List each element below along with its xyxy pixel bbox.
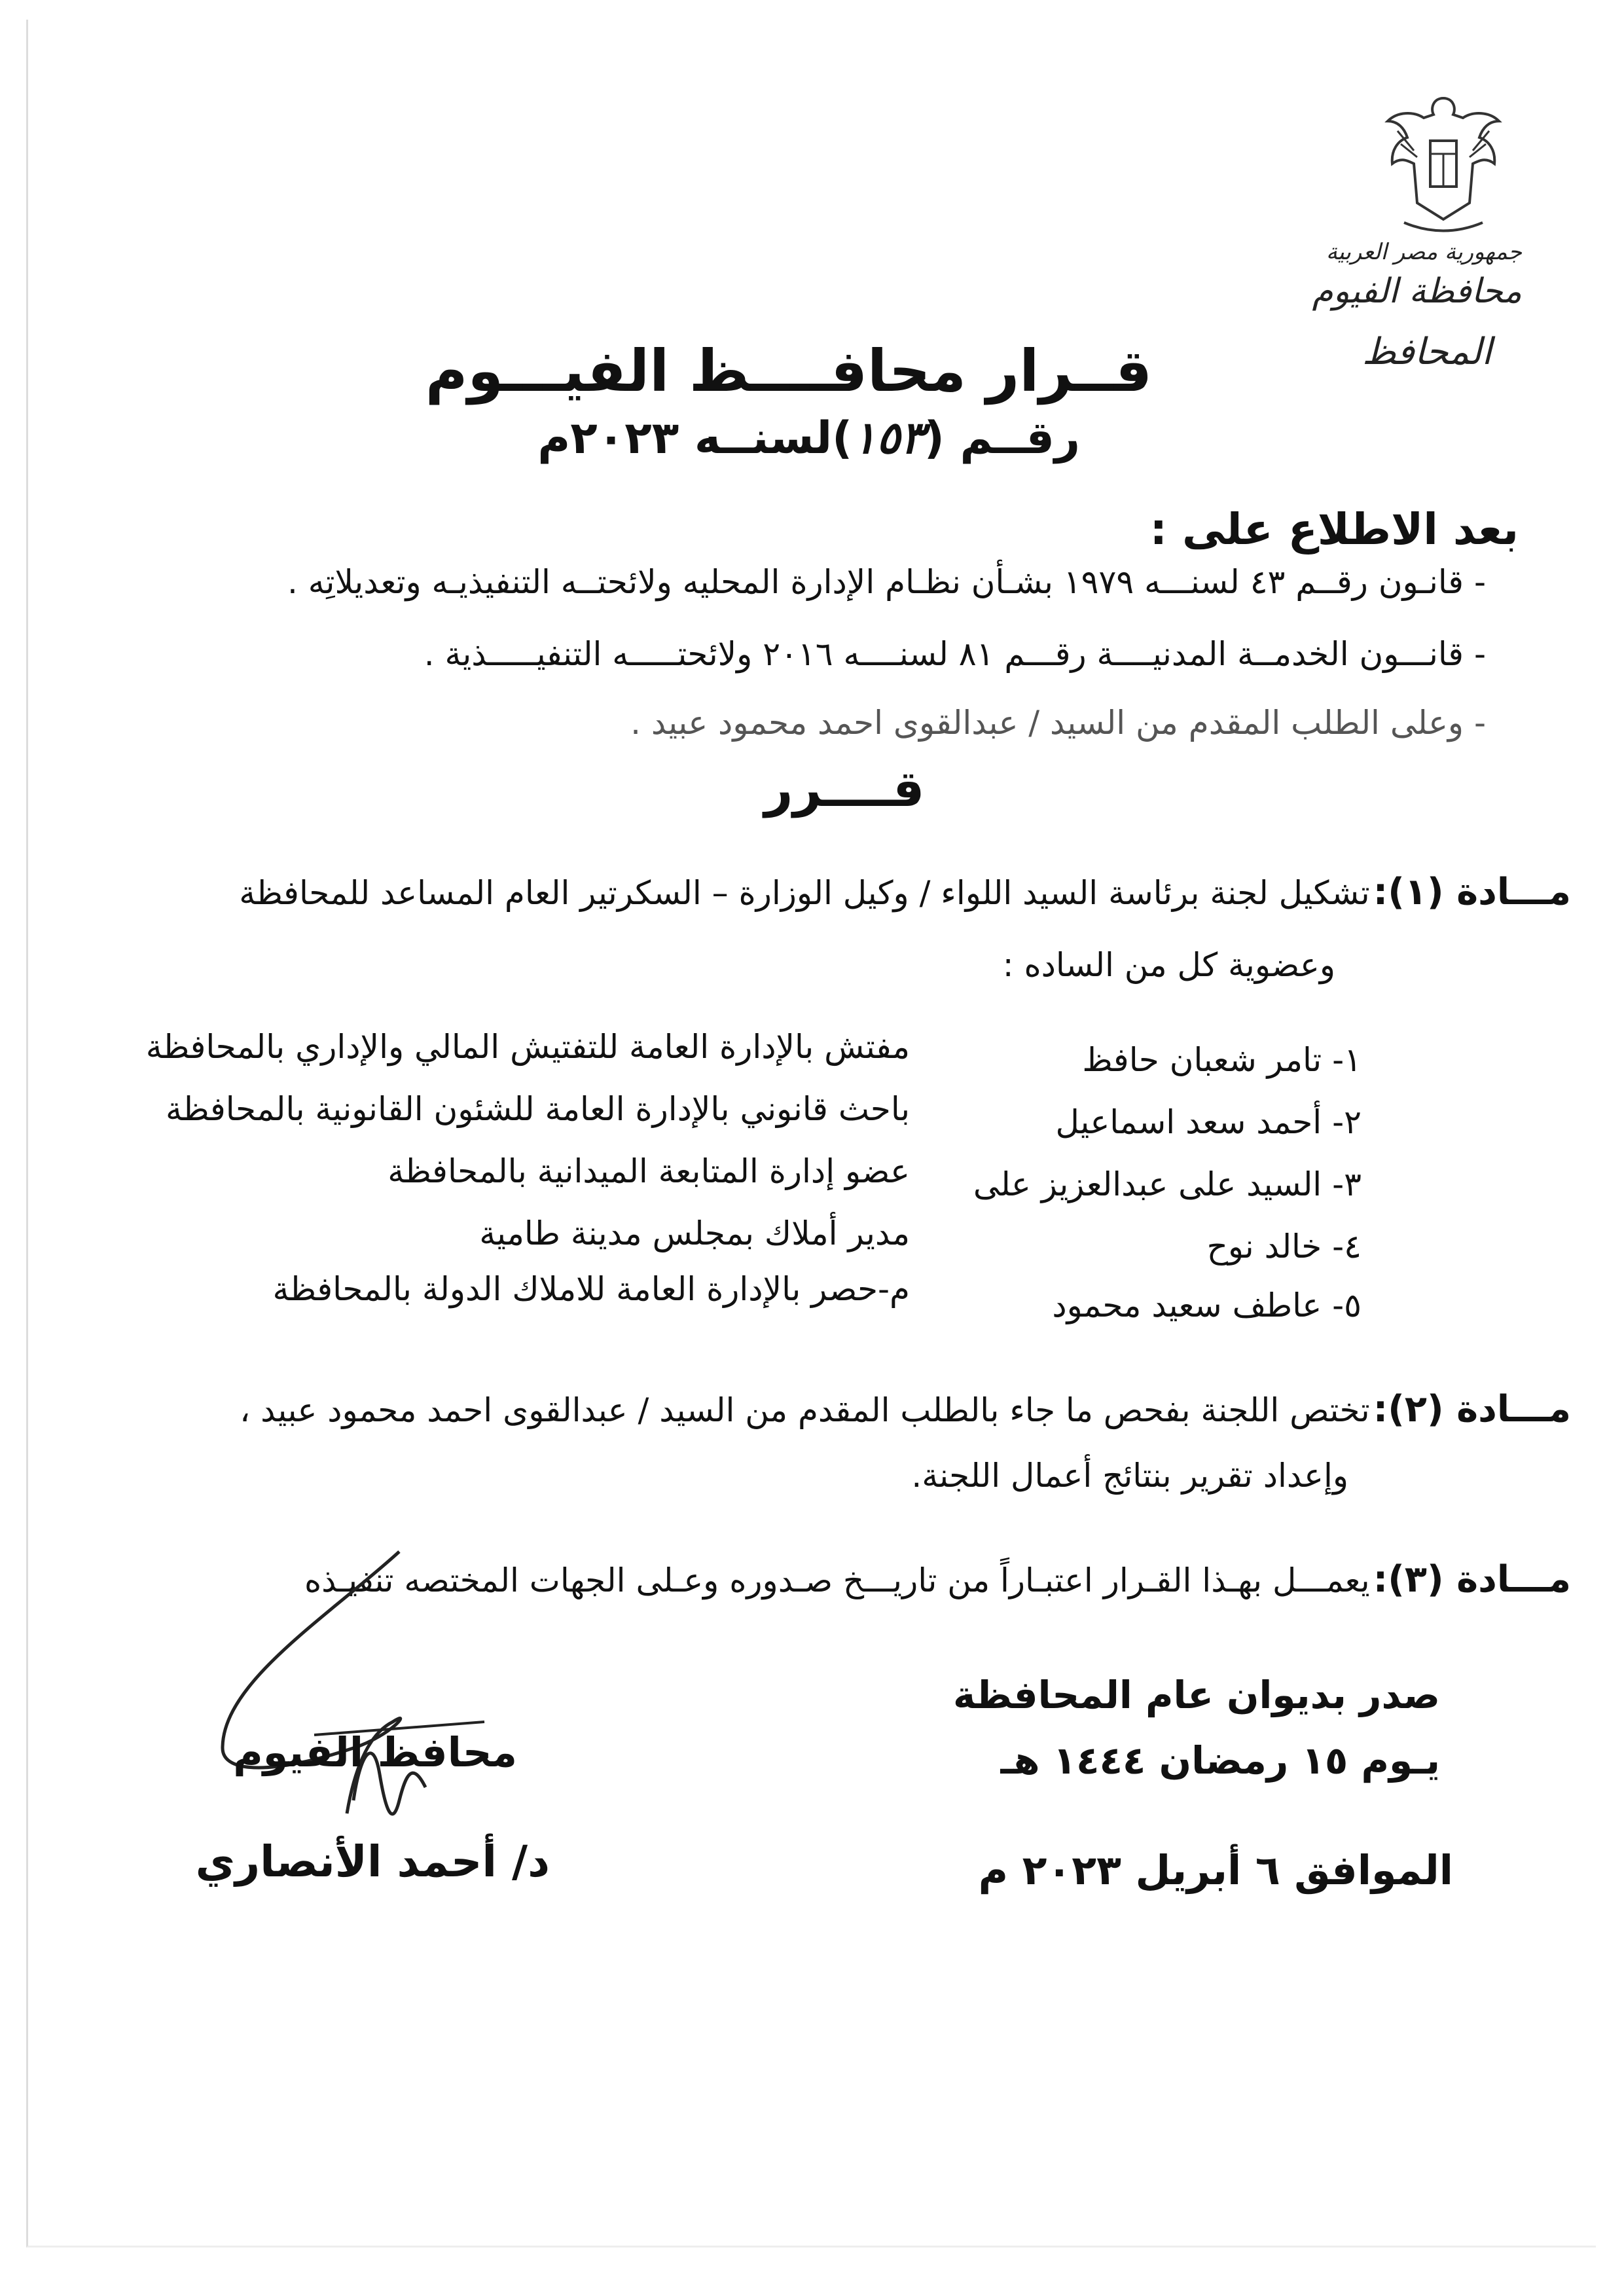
header-office: المحافظ (1362, 331, 1492, 373)
issued-place: صدر بديوان عام المحافظة (952, 1673, 1440, 1717)
decision-heading: قــــرر (764, 759, 925, 818)
article-2-line (131, 1388, 1571, 1430)
member-role: عضو إدارة المتابعة الميدانية بالمحافظة (388, 1152, 910, 1190)
member-role: مدير أملاك بمجلس مدينة طامية (479, 1214, 910, 1252)
article-2-text: تختص اللجنة بفحص ما جاء بالطلب المقدم من السيد / عبدالقوى احمد محمود عبيد ، (240, 1391, 1370, 1429)
decree-number-suffix: )لسنــه ٢٠٢٣م (537, 412, 853, 464)
article-1-text2: وعضوية كل من الساده : (1002, 946, 1335, 984)
preamble-heading: بعد الاطلاع على : (1149, 504, 1519, 555)
member-name: ٣- السيد على عبدالعزيز على (973, 1165, 1362, 1203)
member-role: م-حصر بالإدارة العامة للاملاك الدولة بالمحافظة (272, 1270, 910, 1308)
member-name: ٢- أحمد سعد اسماعيل (1055, 1103, 1362, 1141)
article-1-label: مـــادة (١): (1373, 871, 1571, 913)
preamble-item: - قانـون رقــم ٤٣ لسنـــه ١٩٧٩ بشـأن نظـام الإدارة المحليه ولائحتــه التنفيذيـه وتعديلاتِه . (287, 563, 1486, 601)
article-1-line (131, 871, 1571, 913)
member-role: باحث قانوني بالإدارة العامة للشئون القانونية بالمحافظة (166, 1090, 910, 1128)
decree-number-value: ١٥٣ (852, 412, 924, 464)
signature-scribble-icon (196, 1539, 524, 1853)
member-name: ١- تامر شعبان حافظ (1082, 1041, 1362, 1079)
article-1-text: تشكيل لجنة برئاسة السيد اللواء / وكيل الوزارة – السكرتير العام المساعد للمحافظة (239, 874, 1370, 912)
member-name: ٤- خالد نوح (1206, 1228, 1362, 1266)
issued-gregorian-date: الموافق ٦ أبريل ٢٠٢٣ م (978, 1846, 1453, 1894)
signature-name: د/ أحمد الأنصاري (195, 1836, 550, 1887)
article-2-label: مـــادة (٢): (1373, 1388, 1571, 1430)
article-3-text: يعمـــل بهـذا القـرار اعتبـاراً من تاريـــخ صـدوره وعـلى الجهات المختصه تنفيـذه (304, 1561, 1370, 1599)
member-name: ٥- عاطف سعيد محمود (1052, 1286, 1362, 1324)
signature-title: محافظ الفيوم (233, 1728, 517, 1776)
header-republic: جمهورية مصر العربية (1326, 239, 1522, 265)
preamble-item: - وعلى الطلب المقدم من السيد / عبدالقوى احمد محمود عبيد . (630, 704, 1486, 742)
decree-number (537, 412, 1080, 464)
preamble-item: - قانـــون الخدمــة المدنيــــة رقـــم ٨١ لسنــــه ٢٠١٦ ولائحتـــــه التنفيـــــذية . (424, 635, 1486, 673)
header-governorate: محافظة الفيوم (1312, 272, 1522, 311)
eagle-emblem-icon (1378, 92, 1509, 242)
member-role: مفتش بالإدارة العامة للتفتيش المالي والإداري بالمحافظة (145, 1028, 910, 1066)
decree-number-prefix: رقــم ( (924, 412, 1080, 464)
article-3-label: مـــادة (٣): (1373, 1558, 1571, 1601)
issued-hijri-date: يـوم ١٥ رمضان ١٤٤٤ هـ (1000, 1738, 1440, 1783)
page-title: قــرار محافــــظ الفيـــوم (425, 337, 1152, 405)
article-2-text2: وإعداد تقرير بنتائج أعمال اللجنة. (911, 1457, 1348, 1495)
